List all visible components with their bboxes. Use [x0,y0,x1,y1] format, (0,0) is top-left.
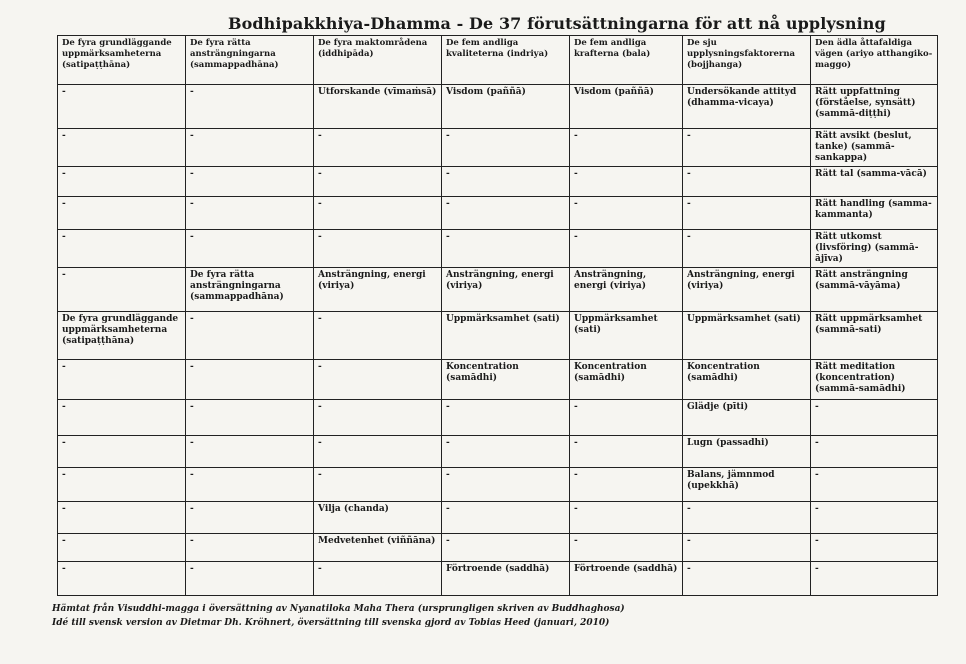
table-cell: - [58,502,186,534]
table-cell: - [314,360,442,400]
table-cell: - [186,312,314,360]
table-cell: - [683,502,811,534]
table-cell: - [442,502,570,534]
table-cell: - [442,468,570,502]
table-cell: Glädje (pīti) [683,400,811,436]
table-row [58,468,938,502]
table-cell: - [186,562,314,596]
table-row [58,268,938,312]
table-cell: - [186,468,314,502]
table-cell: - [683,167,811,197]
table-cell: Ansträngning, energi (viriya) [570,268,683,312]
table-cell: Rätt tal (samma-vācā) [811,167,938,197]
table-row [58,436,938,468]
table-cell: Rätt ansträngning (sammā-vāyāma) [811,268,938,312]
table-cell: - [314,230,442,268]
table-cell: Ansträngning, energi (viriya) [442,268,570,312]
table-cell: Förtroende (saddhā) [442,562,570,596]
table-cell: Rätt handling (samma-kammanta) [811,197,938,230]
table-cell: - [58,562,186,596]
table-cell: - [58,400,186,436]
table-cell: - [570,436,683,468]
table-cell: - [570,129,683,167]
table-cell: - [186,534,314,562]
page-title: Bodhipakkhiya-Dhamma - De 37 förutsättningarna för att nå upplysning [228,14,886,33]
table-cell: - [570,167,683,197]
table-cell: Lugn (passadhi) [683,436,811,468]
table-cell: Visdom (paññā) [570,85,683,129]
table-cell: - [58,436,186,468]
table-cell: Koncentration (samādhi) [442,360,570,400]
table-cell: Rätt uppmärksamhet (sammā-sati) [811,312,938,360]
table-cell: - [58,360,186,400]
table-cell: - [683,230,811,268]
table-cell: - [811,468,938,502]
table-cell: - [186,230,314,268]
table-cell: Vilja (chanda) [314,502,442,534]
credit-note: Idé till svensk version av Dietmar Dh. Kröhnert, översättning till svenska gjord av Tobias Heed (januari, 2010) [52,618,610,628]
table-row [58,85,938,129]
table-row [58,360,938,400]
table-cell: - [58,534,186,562]
table-cell: - [186,360,314,400]
table-cell: - [314,167,442,197]
table-cell: - [58,468,186,502]
table-row [58,167,938,197]
table-cell: - [186,85,314,129]
table-cell: - [58,197,186,230]
table-row [58,562,938,596]
table-cell: - [314,562,442,596]
table-cell: - [811,502,938,534]
table-cell: - [811,436,938,468]
table-cell: Rätt meditation (koncentration) (sammā-samādhi) [811,360,938,400]
table-cell: Balans, jämnmod (upekkhā) [683,468,811,502]
header-row [58,36,938,85]
table-cell: - [442,230,570,268]
table-cell: - [314,468,442,502]
table-cell: - [811,534,938,562]
table-cell: Visdom (paññā) [442,85,570,129]
table-row [58,230,938,268]
table-cell: - [683,197,811,230]
table-cell: - [442,534,570,562]
table-cell: Uppmärksamhet (sati) [570,312,683,360]
table-cell: - [58,129,186,167]
table-cell: - [570,468,683,502]
table-cell: Rätt uppfattning (förståelse, synsätt) (sammā-diṭṭhi) [811,85,938,129]
table-cell: - [811,562,938,596]
column-header: De fyra grundläggande uppmärksamheterna (satipaṭṭhāna) [58,36,186,85]
dhamma-table [57,35,938,596]
column-header: De sju upplysningsfaktorerna (bojjhanga) [683,36,811,85]
table-cell: - [186,167,314,197]
table-row [58,502,938,534]
table-cell: - [442,400,570,436]
table-cell: - [314,129,442,167]
table-cell: - [186,436,314,468]
table-cell: - [683,562,811,596]
table-cell: Förtroende (saddhā) [570,562,683,596]
table-cell: Uppmärksamhet (sati) [683,312,811,360]
table-cell: Uppmärksamhet (sati) [442,312,570,360]
table-cell: - [570,197,683,230]
table-row [58,534,938,562]
table-cell: - [442,129,570,167]
table-cell: Rätt avsikt (beslut, tanke) (sammā-sankappa) [811,129,938,167]
table-cell: - [58,268,186,312]
table-cell: - [58,167,186,197]
table-cell: - [442,436,570,468]
table-cell: - [683,534,811,562]
table-cell: - [58,85,186,129]
table-cell: - [58,230,186,268]
table-cell: - [570,534,683,562]
table-cell: Koncentration (samādhi) [570,360,683,400]
table-cell: - [811,400,938,436]
column-header: De fyra maktområdena (iddhipāda) [314,36,442,85]
table-cell: - [186,400,314,436]
table-row [58,312,938,360]
table-cell: Utforskande (vīmaṁsā) [314,85,442,129]
table-cell: - [314,400,442,436]
source-note: Hämtat från Visuddhi-magga i översättning av Nyanatiloka Maha Thera (ursprungligen skriven av Buddhaghosa) [52,604,625,614]
table-cell: Koncentration (samādhi) [683,360,811,400]
table-row [58,400,938,436]
table-cell: - [314,436,442,468]
column-header: De fyra rätta ansträngningarna (sammappadhāna) [186,36,314,85]
table-row [58,197,938,230]
column-header: Den ädla åttafaldiga vägen (ariyo atthangiko-maggo) [811,36,938,85]
table-cell: - [186,502,314,534]
table-cell: De fyra rätta ansträngningarna (sammappadhāna) [186,268,314,312]
column-header: De fem andliga kvaliteterna (indriya) [442,36,570,85]
table-cell: - [314,312,442,360]
table-cell: Ansträngning, energi (viriya) [683,268,811,312]
table-row [58,129,938,167]
table-cell: - [570,400,683,436]
table-cell: Rätt utkomst (livsföring) (sammā-ājīva) [811,230,938,268]
column-header: De fem andliga krafterna (bala) [570,36,683,85]
table-cell: - [186,129,314,167]
table-cell: Undersökande attityd (dhamma-vicaya) [683,85,811,129]
table-cell: - [442,167,570,197]
table-cell: - [314,197,442,230]
table-cell: De fyra grundläggande uppmärksamheterna (satipaṭṭhāna) [58,312,186,360]
table-cell: Ansträngning, energi (viriya) [314,268,442,312]
table-cell: - [442,197,570,230]
table-cell: - [570,502,683,534]
table-cell: - [186,197,314,230]
table-cell: - [570,230,683,268]
table-cell: Medvetenhet (viññāna) [314,534,442,562]
table-cell: - [683,129,811,167]
